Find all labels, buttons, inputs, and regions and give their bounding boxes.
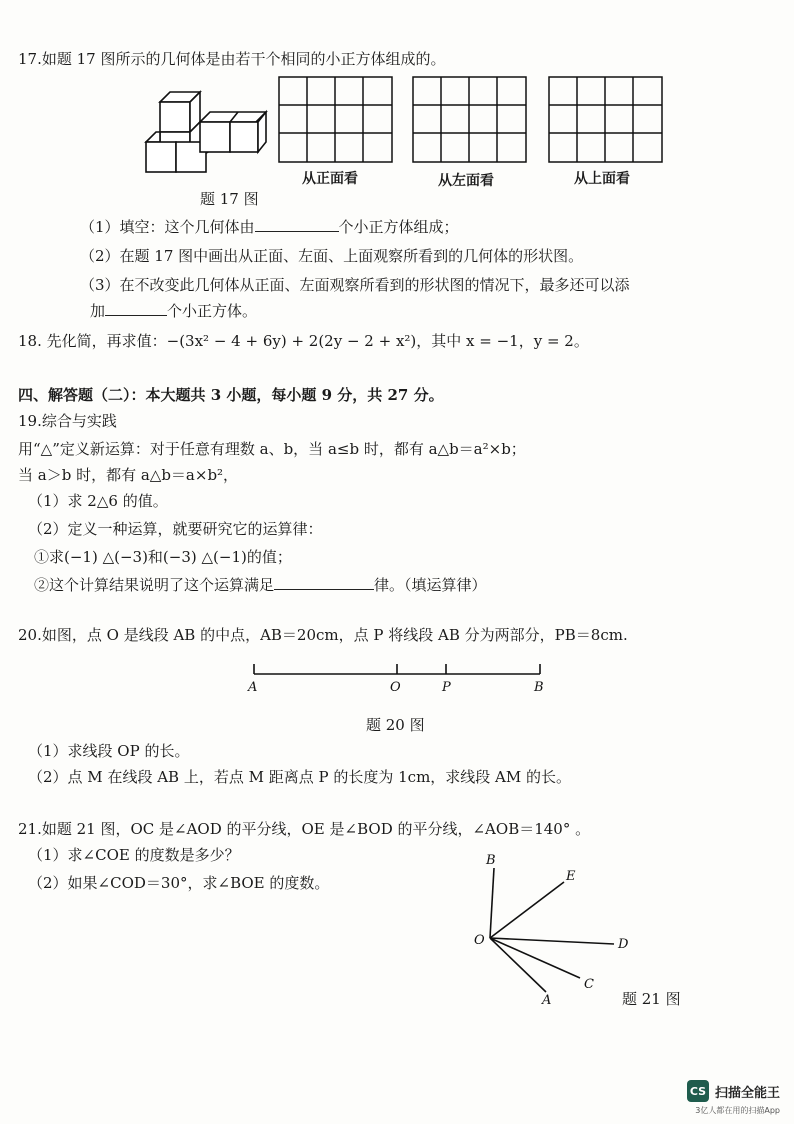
q19-operation-law-blank[interactable]	[274, 574, 374, 590]
point-o-label: O	[390, 680, 401, 695]
q17-title: 17.如题 17 图所示的几何体是由若干个相同的小正方体组成的。	[18, 50, 446, 68]
point-o-label-21: O	[474, 933, 485, 948]
q17-part3-line1: （3）在不改变此几何体从正面、左面观察所看到的形状图的情况下，最多还可以添	[80, 276, 630, 294]
q20-part1: （1）求线段 OP 的长。	[28, 742, 190, 760]
q21-figure-caption: 题 21 图	[622, 990, 681, 1008]
ray-b-label: B	[486, 853, 496, 868]
front-view-caption: 从正面看	[302, 171, 358, 187]
q17-figure-caption: 题 17 图	[200, 190, 259, 208]
point-p-label: P	[442, 680, 451, 695]
q20-title: 20.如图，点 O 是线段 AB 的中点，AB＝20cm，点 P 将线段 AB 分为两部分，PB＝8cm.	[18, 626, 628, 644]
q21-part1: （1）求∠COE 的度数是多少？	[28, 846, 240, 864]
q20-figure-caption: 题 20 图	[366, 716, 425, 734]
cs-logo-icon: CS	[687, 1080, 709, 1102]
point-b-label: B	[534, 680, 544, 695]
q19-part1: （1）求 2△6 的值。	[28, 492, 168, 510]
q18-text: 18. 先化简，再求值：−(3x² − 4 + 6y) + 2(2y − 2 + x²)，其中 x = −1，y = 2。	[18, 332, 589, 350]
ray-a-label: A	[542, 993, 552, 1008]
top-view-grid[interactable]	[548, 76, 664, 164]
q17-part3-text-b: 个小正方体。	[167, 302, 258, 320]
q21-part2: （2）如果∠COD＝30°，求∠BOE 的度数。	[28, 874, 330, 892]
q17-part3-text-a: 加	[90, 302, 106, 320]
q17-part3-blank[interactable]	[105, 300, 167, 316]
point-a-label: A	[248, 680, 258, 695]
q20-part2: （2）点 M 在线段 AB 上，若点 M 距离点 P 的长度为 1cm，求线段 AM 的长。	[28, 768, 572, 786]
section4-heading: 四、解答题（二）：本大题共 3 小题，每小题 9 分，共 27 分。	[18, 386, 444, 404]
q19-part2-i: ①求(−1) △(−3)和(−3) △(−1)的值；	[34, 548, 292, 566]
q19-part2: （2）定义一种运算，就要研究它的运算律：	[28, 520, 323, 538]
q19-def2: 当 a＞b 时，都有 a△b＝a×b²，	[18, 466, 239, 484]
top-view-caption: 从上面看	[574, 171, 630, 187]
q17-part1-blank[interactable]	[255, 216, 339, 232]
scanner-app-name: 扫描全能王	[714, 1085, 780, 1101]
q21-title: 21.如题 21 图，OC 是∠AOD 的平分线，OE 是∠BOD 的平分线，∠AOB＝140° 。	[18, 820, 591, 838]
q21-angle-figure	[472, 850, 642, 1010]
q20-segment-figure	[246, 654, 552, 699]
left-view-grid[interactable]	[412, 76, 528, 164]
q19-part2-ii-text-a: ②这个计算结果说明了这个运算满足	[34, 576, 275, 594]
left-view-caption: 从左面看	[438, 173, 494, 189]
ray-c-label: C	[584, 977, 594, 992]
q19-title: 19.综合与实践	[18, 412, 117, 430]
q17-part1-text-a: （1）填空：这个几何体由	[80, 218, 255, 236]
front-view-grid[interactable]	[278, 76, 394, 164]
q17-cube-figure	[138, 88, 268, 183]
scanner-slogan: 3亿人都在用的扫描App	[695, 1106, 780, 1115]
q17-part2: （2）在题 17 图中画出从正面、左面、上面观察所看到的几何体的形状图。	[80, 247, 584, 265]
q19-def1: 用“△”定义新运算：对于任意有理数 a、b，当 a≤b 时，都有 a△b＝a²×b；	[18, 440, 526, 458]
ray-e-label: E	[566, 869, 576, 884]
q17-part3-line2	[90, 300, 257, 322]
ray-d-label: D	[618, 937, 629, 952]
scanner-watermark	[687, 1080, 780, 1102]
q19-part2-ii	[34, 574, 487, 596]
q17-part1	[80, 216, 459, 238]
q19-part2-ii-text-b: 律。（填运算律）	[374, 576, 487, 594]
q17-part1-text-b: 个小正方体组成；	[338, 218, 459, 236]
